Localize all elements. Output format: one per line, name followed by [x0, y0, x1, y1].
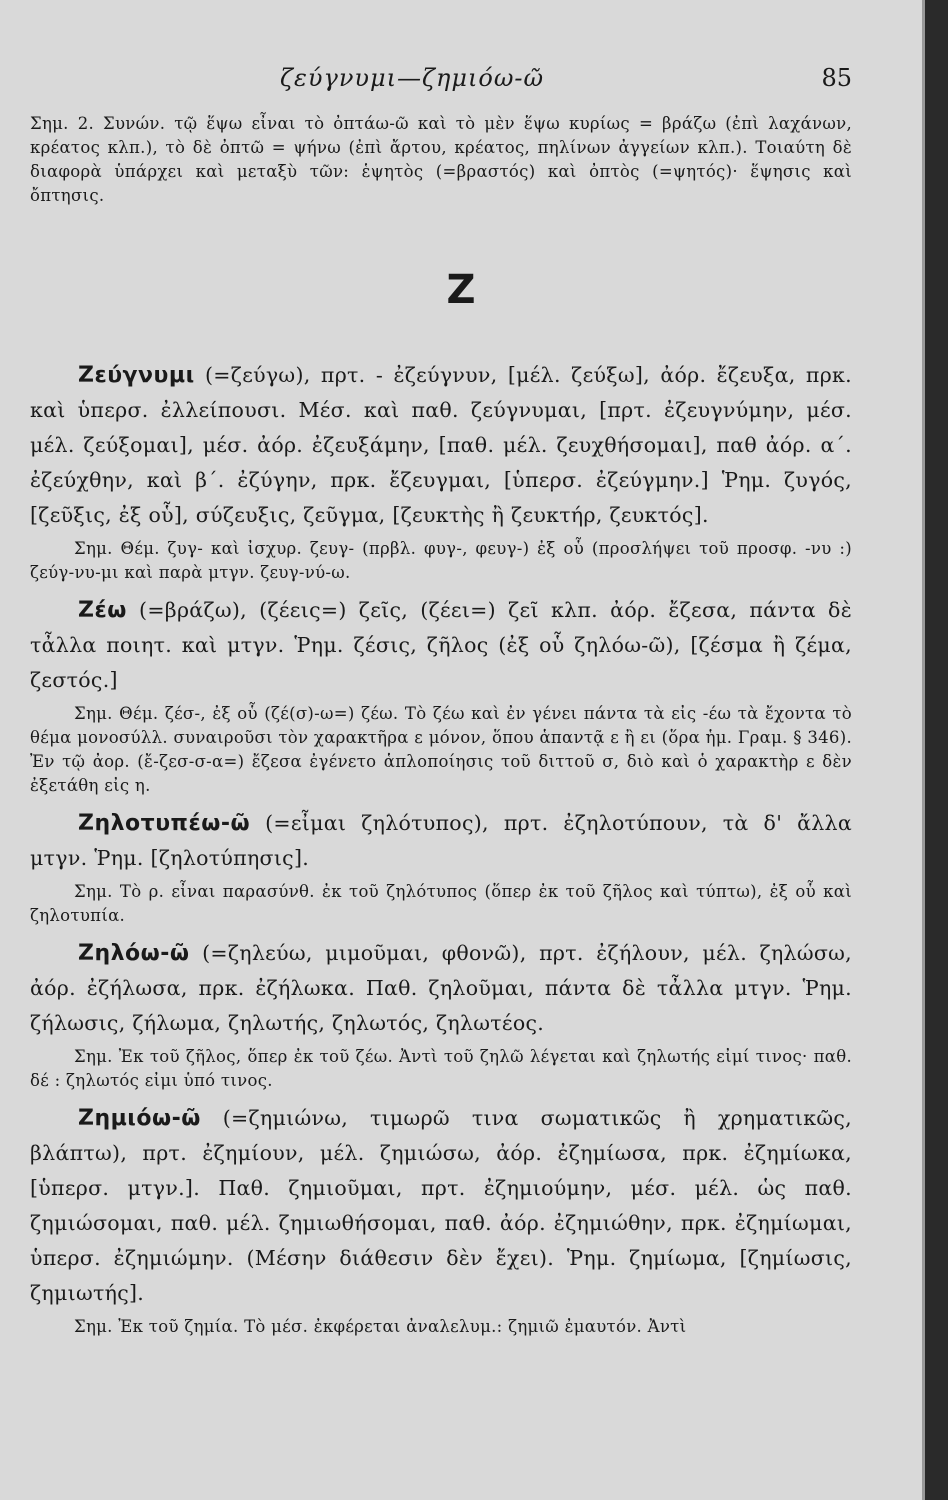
entry-body: (=ζημιώνω, τιμωρῶ τινα σωματικῶς ἢ χρηματικῶς, βλάπτω), πρτ. ἐζημίουν, μέλ. ζημιώσω, ἀόρ. ἐζημίωσα, πρκ. ἐζημίωκα, [ὑπερσ. μτγν.]. Παθ. ζημιοῦμαι, πρτ. ἐζημιούμην, μέσ. μέλ. ὡς παθ. ζημιώσομαι, παθ. μέλ. ζημιωθήσομαι, παθ. ἀόρ. ἐζημιώθην, πρκ. ἐζημίωμαι, ὑπερσ. ἐζημιώμην. (Μέσην διάθεσιν δὲν ἔχει). Ῥημ. ζημίωμα, [ζημίωσις, ζημιωτής].: [30, 1106, 852, 1305]
entry-zemioo: [30, 1101, 852, 1339]
entry-headword: Ζηλόω-ῶ: [78, 941, 190, 966]
entry-zelotypeo: [30, 806, 852, 928]
entry-body: (=ζηλεύω, μιμοῦμαι, φθονῶ), πρτ. ἐζήλουν, μέλ. ζηλώσω, ἀόρ. ἐζήλωσα, πρκ. ἐζήλωκα. Παθ. ζηλοῦμαι, πάντα δὲ τἆλλα μτγν. Ῥημ. ζήλωσις, ζήλωμα, ζηλωτής, ζηλωτός, ζηλωτέος.: [30, 941, 852, 1035]
entry-headword: Ζεύγνυμι: [78, 363, 195, 388]
entry-body: (=εἶμαι ζηλότυπος), πρτ. ἐζηλοτύπουν, τὰ δ' ἄλλα μτγν. Ῥημ. [ζηλοτύπησις].: [30, 811, 852, 870]
entry-headword: Ζηλοτυπέω-ῶ: [78, 811, 251, 836]
entry-note: Σημ. Θέμ. ζυγ- καὶ ἰσχυρ. ζευγ- (πρβλ. φυγ-, φευγ-) ἐξ οὗ (προσλήψει τοῦ προσφ. -νυ :) ζεύγ-νυ-μι καὶ παρὰ μτγν. ζευγ-νύ-ω.: [30, 539, 852, 582]
intro-note: Σημ. 2. Συνών. τῷ ἕψω εἶναι τὸ ὀπτάω-ῶ καὶ τὸ μὲν ἕψω κυρίως = βράζω (ἐπὶ λαχάνων, κρέατος κλπ.), τὸ δὲ ὀπτῶ = ψήνω (ἐπὶ ἄρτου, κρέατος, πηλίνων ἀγγείων κλπ.). Τοιαύτη δὲ διαφορὰ ὑπάρχει καὶ μεταξὺ τῶν: ἑψητὸς (=βραστός) καὶ ὀπτὸς (=ψητός)· ἕψησις καὶ ὄπτησις.: [30, 114, 852, 205]
entry-zeugnymi: [30, 358, 852, 585]
entry-text: [30, 593, 852, 698]
entry-note: Σημ. Ἐκ τοῦ ζῆλος, ὅπερ ἐκ τοῦ ζέω. Ἀντὶ τοῦ ζηλῶ λέγεται καὶ ζηλωτής εἰμί τινος· παθ. δέ : ζηλωτός εἰμι ὑπό τινος.: [30, 1047, 852, 1090]
entry-note: Σημ. Τὸ ρ. εἶναι παρασύνθ. ἐκ τοῦ ζηλότυπος (ὅπερ ἐκ τοῦ ζῆλος καὶ τύπτω), ἐξ οὗ καὶ ζηλοτυπία.: [30, 882, 852, 925]
running-head: ζεύγνυμι—ζημιόω-ῶ: [280, 64, 545, 92]
entry-headword: Ζημιόω-ῶ: [78, 1106, 201, 1131]
entry-body: (=ζεύγω), πρτ. - ἐζεύγνυν, [μέλ. ζεύξω], ἀόρ. ἔζευξα, πρκ. καὶ ὑπερσ. ἐλλείπουσι. Μέσ. καὶ παθ. ζεύγνυμαι, [πρτ. ἐζευγνύμην, μέσ. μέλ. ζεύξομαι], μέσ. ἀόρ. ἐζευξάμην, [παθ. μέλ. ζευχθήσομαι], παθ ἀόρ. α΄. ἐζεύχθην, καὶ β΄. ἐζύγην, πρκ. ἔζευγμαι, [ὑπερσ. ἐζεύγμην.] Ῥημ. ζυγός, [ζεῦξις, ἐξ οὗ], σύζευξις, ζεῦγμα, [ζευκτὴς ἢ ζευκτήρ, ζευκτός].: [30, 363, 852, 527]
entry-body: (=βράζω), (ζέεις=) ζεῖς, (ζέει=) ζεῖ κλπ. ἀόρ. ἔζεσα, πάντα δὲ τἆλλα ποιητ. καὶ μτγν. Ῥημ. ζέσις, ζῆλος (ἐξ οὗ ζηλόω-ῶ), [ζέσμα ἢ ζέμα, ζεστός.]: [30, 598, 852, 692]
entry-note: Σημ. Ἐκ τοῦ ζημία. Τὸ μέσ. ἐκφέρεται ἀναλελυμ.: ζημιῶ ἐμαυτόν. Ἀντὶ: [74, 1317, 687, 1336]
entry-text: [30, 1101, 852, 1311]
entry-zeloo: [30, 936, 852, 1093]
entry-zeo: [30, 593, 852, 798]
entry-headword: Ζέω: [78, 598, 127, 623]
entry-text: [30, 936, 852, 1041]
section-letter: Z: [446, 267, 476, 313]
entry-text: [30, 358, 852, 533]
page-header: [30, 52, 852, 112]
entry-note: Σημ. Θέμ. ζέσ-, ἐξ οὗ (ζέ(σ)-ω=) ζέω. Τὸ ζέω καὶ ἐν γένει πάντα τὰ εἰς -έω τὰ ἔχοντα τὸ θέμα μονοσύλλ. συναιροῦσι τὸν χαρακτῆρα ε μόνον, ὅπου ἁπαντᾷ ε ἢ ει (ὅρα ἡμ. Γραμ. § 346). Ἐν τῷ ἀορ. (ἔ-ζεσ-σ-α=) ἔζεσα ἐγένετο ἁπλοποίησις τοῦ διττοῦ σ, διὸ καὶ ὁ χαρακτὴρ ε δὲν ἐξετάθη εἰς η.: [30, 704, 852, 795]
entry-text: [30, 806, 852, 876]
page-number: 85: [821, 64, 852, 92]
